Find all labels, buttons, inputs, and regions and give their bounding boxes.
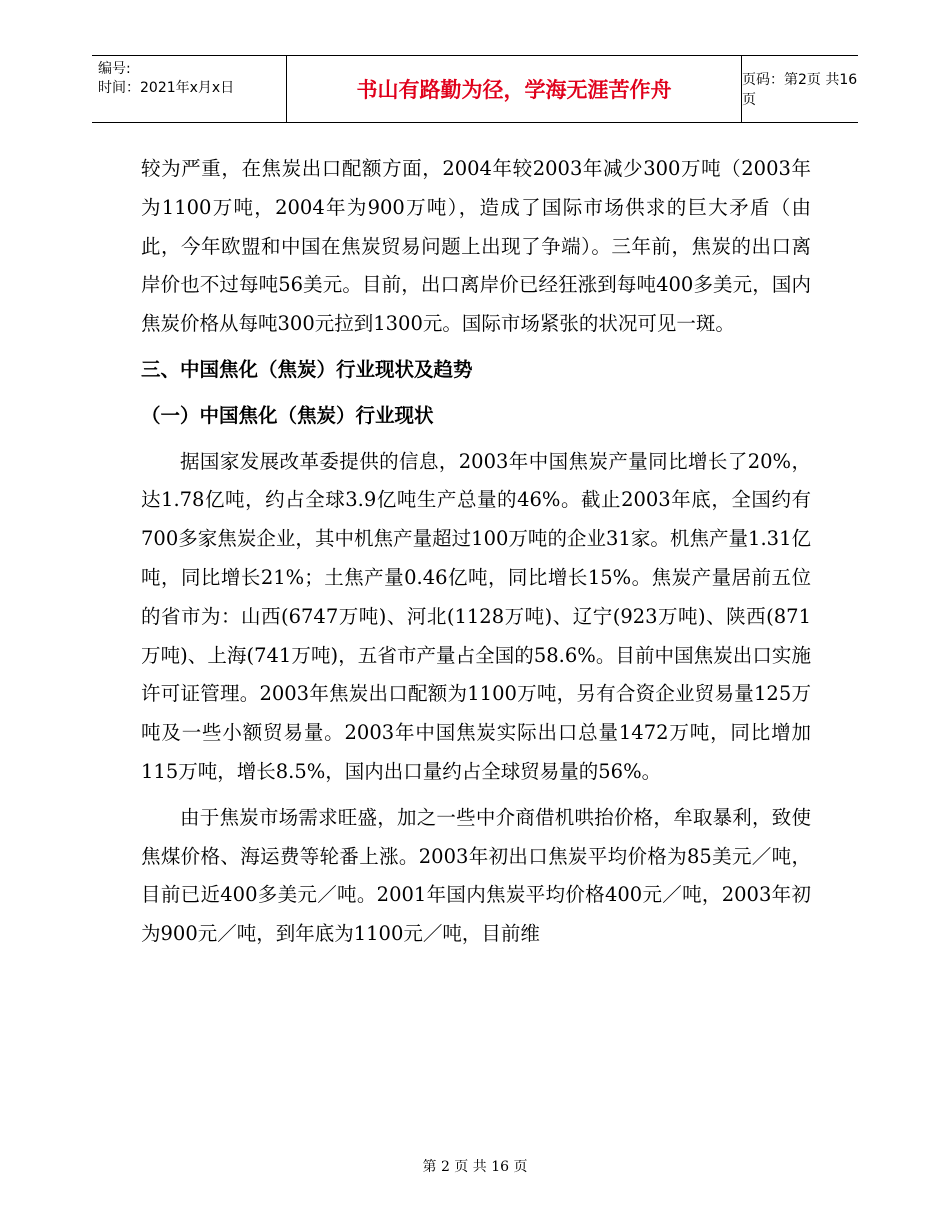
body-paragraph-2: 由于焦炭市场需求旺盛，加之一些中介商借机哄抬价格，牟取暴利，致使焦煤价格、海运费等轮番上涨。2003年初出口焦炭平均价格为85美元／吨，目前已近400多美元／吨。2001年国内焦炭平均价格400元／吨，2003年初为900元／吨，到年底为1100元／吨，目前维 xyxy=(141,805,811,946)
continued-paragraph: 较为严重，在焦炭出口配额方面，2004年较2003年减少300万吨（2003年为1100万吨，2004年为900万吨），造成了国际市场供求的巨大矛盾（由此，今年欧盟和中国在焦炭贸易问题上出现了争端）。三年前，焦炭的出口离岸价也不过每吨56美元。目前，出口离岸价已经狂涨到每吨400多美元，国内焦炭价格从每吨300元拉到1300元。国际市场紧张的状况可见一斑。 xyxy=(141,157,811,336)
body-paragraph-1: 据国家发展改革委提供的信息，2003年中国焦炭产量同比增长了20%，达1.78亿吨，约占全球3.9亿吨生产总量的46%。截止2003年底，全国约有700多家焦炭企业，其中机焦产量超过100万吨的企业31家。机焦产量1.31亿吨，同比增长21%；土焦产量0.46亿吨，同比增长15%。焦炭产量居前五位的省市为：山西(6747万吨)、河北(1128万吨)、辽宁(923万吨)、陕西(871万吨)、上海(741万吨)，五省市产量占全国的58.6%。目前中国焦炭出口实施许可证管理。2003年焦炭出口配额为1100万吨，另有合资企业贸易量125万吨及一些小额贸易量。2003年中国焦炭实际出口总量1472万吨，同比增加115万吨，增长8.5%，国内出口量约占全球贸易量的56%。 xyxy=(141,449,811,783)
header-meta xyxy=(92,56,286,126)
document-time-label: 时间：2021年x月x日 xyxy=(98,80,235,96)
header-motto-cell xyxy=(286,56,742,122)
document-body xyxy=(141,150,811,954)
header-motto: 书山有路勤为径，学海无涯苦作舟 xyxy=(356,78,672,102)
page-header xyxy=(92,55,858,123)
header-page-label: 页码：第2页 共16页 xyxy=(742,72,858,108)
document-number-label: 编号: xyxy=(98,61,131,77)
subsection-heading: （一）中国焦化（焦炭）行业现状 xyxy=(141,403,434,427)
page-footer: 第 2 页 共 16 页 xyxy=(422,1159,528,1175)
section-heading: 三、中国焦化（焦炭）行业现状及趋势 xyxy=(141,357,473,381)
